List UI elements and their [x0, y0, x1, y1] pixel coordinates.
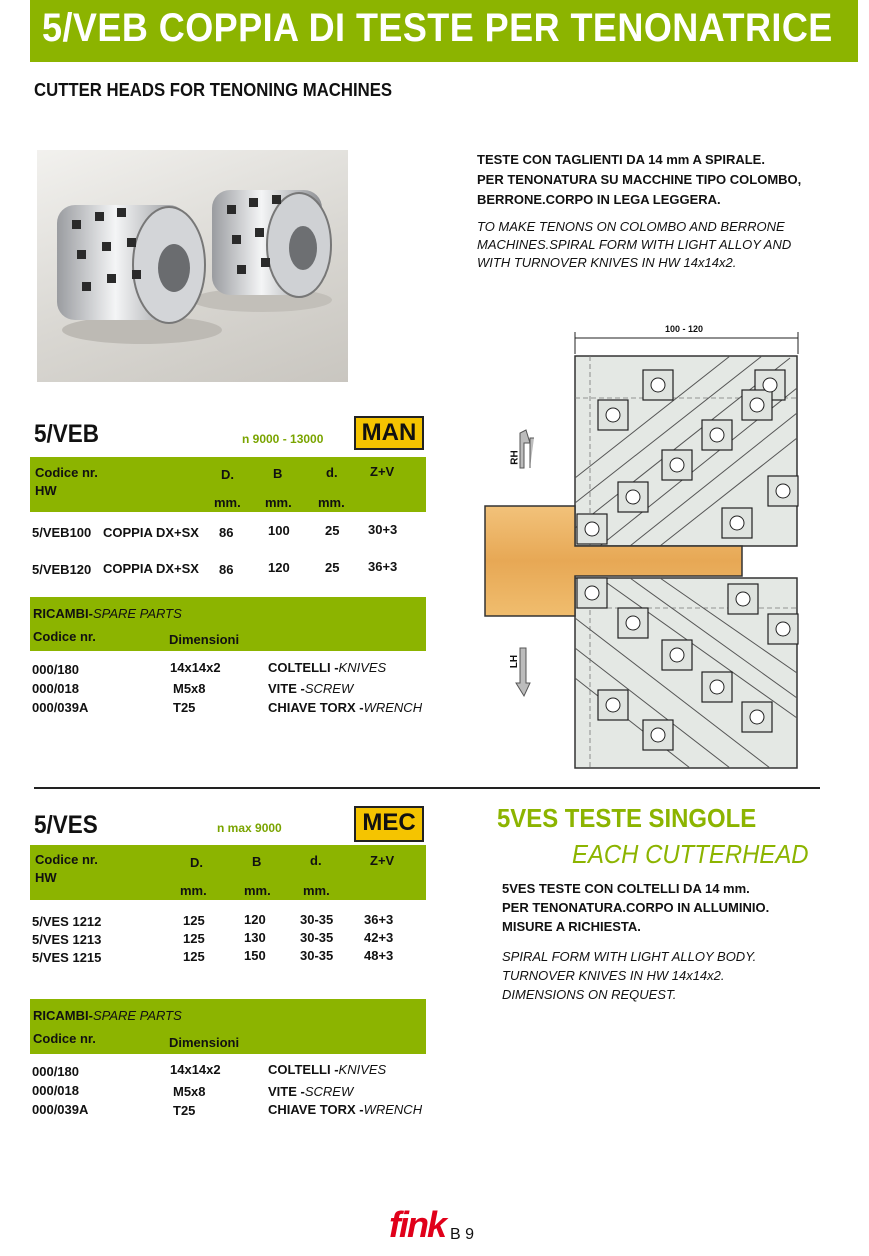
spare-code: 000/039A [32, 700, 89, 715]
ves-it-line-3: MISURE A RICHIESTA. [502, 919, 641, 934]
ves-code: 5/VES [34, 811, 98, 839]
spare-dim: 14x14x2 [170, 1062, 221, 1077]
dimension-label: 100 - 120 [665, 324, 704, 334]
row-dd: 30-35 [300, 948, 334, 963]
spare-dim: M5x8 [173, 681, 206, 696]
ves-spares-header [30, 999, 426, 1054]
col-zv: Z+V [370, 853, 395, 868]
spare-desc-en: WRENCH [363, 700, 423, 715]
row-code: 5/VEB100 [32, 525, 92, 540]
row-zv: 48+3 [364, 948, 394, 963]
spare-desc-en: WRENCH [363, 1102, 423, 1117]
col-mm-2: mm. [265, 495, 292, 510]
spare-desc [268, 660, 386, 675]
col-dd: d. [326, 465, 338, 480]
col-b: B [273, 466, 283, 481]
row-b: 100 [268, 523, 290, 538]
ves-en-line-2: TURNOVER KNIVES IN HW 14x14x2. [502, 968, 725, 983]
spare-dim: M5x8 [173, 1084, 206, 1099]
ves-table-body [30, 910, 426, 966]
ves-it-line-1: 5VES TESTE CON COLTELLI DA 14 mm. [502, 881, 750, 896]
spare-desc-it: VITE - [268, 681, 305, 696]
spares-title-en: SPARE PARTS [92, 1008, 182, 1023]
row-b: 120 [244, 912, 266, 927]
row-code: 5/VES 1212 [32, 914, 102, 929]
spare-desc-it: COLTELLI - [268, 1062, 339, 1077]
row-dd: 25 [325, 560, 340, 575]
row-code: 5/VES 1215 [32, 950, 102, 965]
spares-col-code: Codice nr. [33, 629, 96, 644]
lh-label: LH [509, 654, 521, 669]
veb-badge: MAN [354, 416, 424, 450]
title-bar [30, 0, 858, 62]
spare-desc-it: VITE - [268, 1084, 305, 1099]
row-desc: COPPIA DX+SX [103, 561, 199, 576]
ves-badge: MEC [354, 806, 424, 842]
spare-dim: T25 [173, 700, 196, 715]
row-code: 5/VES 1213 [32, 932, 102, 947]
brand-logo: fink [389, 1204, 446, 1245]
page-title: 5/VEB COPPIA DI TESTE PER TENONATRICE [42, 6, 833, 50]
spare-desc-en: KNIVES [338, 660, 387, 675]
row-zv: 36+3 [364, 912, 394, 927]
row-desc: COPPIA DX+SX [103, 525, 199, 540]
row-zv: 36+3 [368, 559, 398, 574]
spare-desc-en: SCREW [304, 1084, 354, 1099]
col-hw: HW [35, 483, 57, 498]
spare-desc-it: CHIAVE TORX - [268, 700, 364, 715]
veb-spares-header [30, 597, 426, 651]
spare-desc [268, 700, 422, 715]
intro-it-line-1: TESTE CON TAGLIENTI DA 14 mm A SPIRALE. [477, 152, 765, 167]
row-d: 86 [219, 525, 234, 540]
ves-en-line-3: DIMENSIONS ON REQUEST. [502, 987, 677, 1002]
intro-it-line-2: PER TENONATURA SU MACCHINE TIPO COLOMBO, [477, 172, 802, 187]
spare-code: 000/018 [32, 681, 79, 696]
spare-desc-en: KNIVES [338, 1062, 387, 1077]
row-d: 125 [183, 949, 205, 964]
spare-desc [268, 1084, 353, 1099]
spares-title [33, 1008, 182, 1023]
spare-desc-it: COLTELLI - [268, 660, 339, 675]
col-code: Codice nr. [35, 852, 98, 867]
page-subtitle: CUTTER HEADS FOR TENONING MACHINES [34, 80, 393, 100]
ves-rpm: n max 9000 [217, 821, 282, 835]
spare-dim: 14x14x2 [170, 660, 221, 675]
ves-it-line-2: PER TENONATURA.CORPO IN ALLUMINIO. [502, 900, 770, 915]
spare-desc-it: CHIAVE TORX - [268, 1102, 364, 1117]
veb-code: 5/VEB [34, 420, 100, 448]
spare-desc [268, 1062, 386, 1077]
spare-code: 000/180 [32, 1064, 79, 1079]
intro-en-line-3: WITH TURNOVER KNIVES IN HW 14x14x2. [477, 255, 737, 270]
row-d: 86 [219, 562, 234, 577]
spares-title [33, 606, 182, 621]
spares-col-code: Codice nr. [33, 1031, 96, 1046]
spares-col-dim: Dimensioni [169, 1035, 240, 1050]
col-d: D. [221, 467, 234, 482]
row-zv: 30+3 [368, 522, 398, 537]
row-d: 125 [183, 913, 205, 928]
row-dd: 30-35 [300, 912, 334, 927]
col-hw: HW [35, 870, 57, 885]
row-b: 150 [244, 948, 266, 963]
intro-it-line-3: BERRONE.CORPO IN LEGA LEGGERA. [477, 192, 721, 207]
intro-en-line-2: MACHINES.SPIRAL FORM WITH LIGHT ALLOY AND [477, 237, 792, 252]
spares-title-it: RICAMBI- [33, 606, 93, 621]
col-mm-3: mm. [318, 495, 345, 510]
ves-table-header [30, 845, 426, 900]
row-b: 130 [244, 930, 266, 945]
table-row [30, 558, 426, 578]
technical-drawing [480, 318, 815, 778]
rotation-arrow-icon [520, 430, 534, 468]
veb-spares-list [30, 660, 426, 716]
spare-code: 000/180 [32, 662, 79, 677]
veb-rpm: n 9000 - 13000 [242, 432, 324, 446]
row-b: 120 [268, 560, 290, 575]
col-mm-3: mm. [303, 883, 330, 898]
cutter-heads-illustration [37, 150, 348, 382]
row-dd: 25 [325, 523, 340, 538]
col-mm-1: mm. [214, 495, 241, 510]
col-d: D. [190, 855, 203, 870]
col-b: B [252, 854, 262, 869]
rh-label: RH [509, 450, 521, 465]
spare-code: 000/039A [32, 1102, 89, 1117]
spare-desc [268, 681, 353, 696]
col-dd: d. [310, 853, 322, 868]
col-code: Codice nr. [35, 465, 98, 480]
spare-code: 000/018 [32, 1083, 79, 1098]
page-number: B 9 [450, 1226, 475, 1243]
ves-en-line-1: SPIRAL FORM WITH LIGHT ALLOY BODY. [502, 949, 757, 964]
row-zv: 42+3 [364, 930, 394, 945]
row-code: 5/VEB120 [32, 562, 92, 577]
row-d: 125 [183, 931, 205, 946]
section-divider [34, 787, 820, 789]
spare-desc-en: SCREW [304, 681, 354, 696]
spare-dim: T25 [173, 1103, 196, 1118]
col-mm-2: mm. [244, 883, 271, 898]
veb-table-header [30, 457, 426, 512]
intro-en-line-1: TO MAKE TENONS ON COLOMBO AND BERRONE [477, 219, 785, 234]
spares-col-dim: Dimensioni [169, 632, 240, 647]
row-dd: 30-35 [300, 930, 334, 945]
spares-title-it: RICAMBI- [33, 1008, 93, 1023]
product-photo [37, 150, 348, 382]
ves-heading-en: EACH CUTTERHEAD [572, 839, 809, 869]
col-zv: Z+V [370, 464, 395, 479]
col-mm-1: mm. [180, 883, 207, 898]
spares-title-en: SPARE PARTS [92, 606, 182, 621]
table-row [30, 520, 426, 540]
spare-desc [268, 1102, 422, 1117]
ves-heading-it: 5VES TESTE SINGOLE [497, 803, 757, 833]
ves-spares-list [30, 1062, 426, 1118]
